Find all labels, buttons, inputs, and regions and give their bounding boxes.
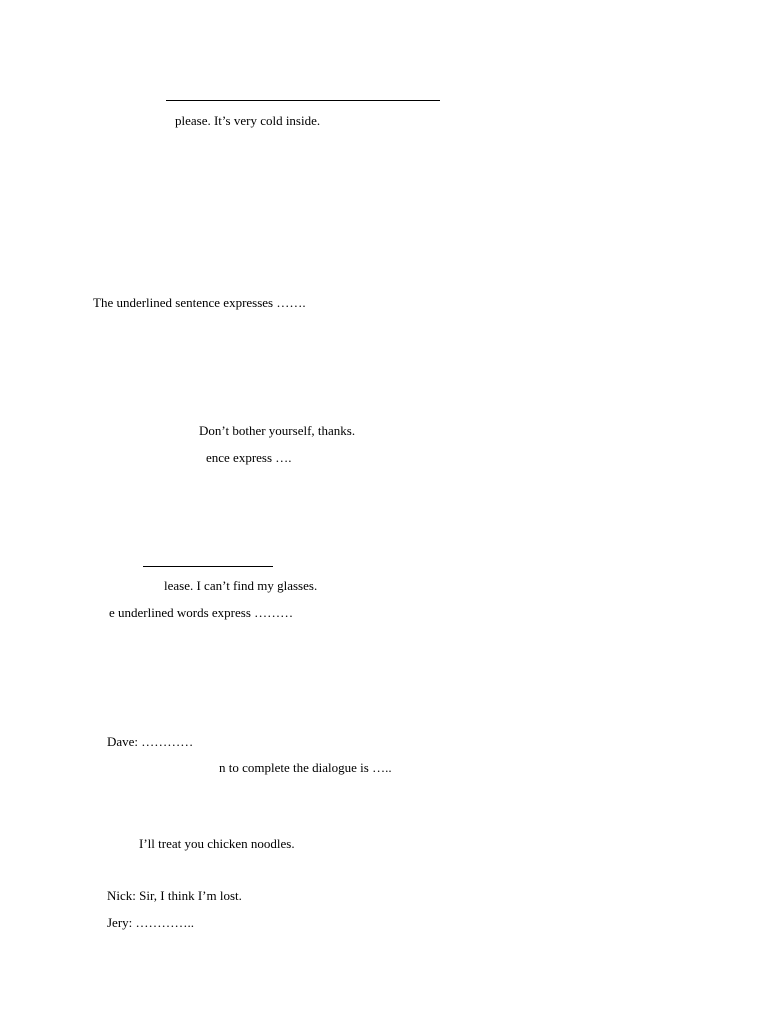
- text-line-5: lease. I can’t find my glasses.: [164, 578, 318, 593]
- text-line-2: The underlined sentence expresses …….: [93, 295, 306, 310]
- underline-rule-2: [143, 566, 273, 567]
- text-line-6: e underlined words express ………: [109, 605, 294, 620]
- text-line-3: Don’t bother yourself, thanks.: [199, 423, 356, 438]
- text-line-8: n to complete the dialogue is …..: [219, 760, 392, 775]
- text-line-7: Dave: …………: [107, 734, 194, 749]
- text-line-1: please. It’s very cold inside.: [175, 113, 321, 128]
- text-line-4: ence express ….: [206, 450, 292, 465]
- underline-rule-1: [166, 100, 440, 101]
- text-line-9: I’ll treat you chicken noodles.: [139, 836, 295, 851]
- text-line-11: Jery: …………..: [107, 915, 195, 930]
- text-line-10: Nick: Sir, I think I’m lost.: [107, 888, 242, 903]
